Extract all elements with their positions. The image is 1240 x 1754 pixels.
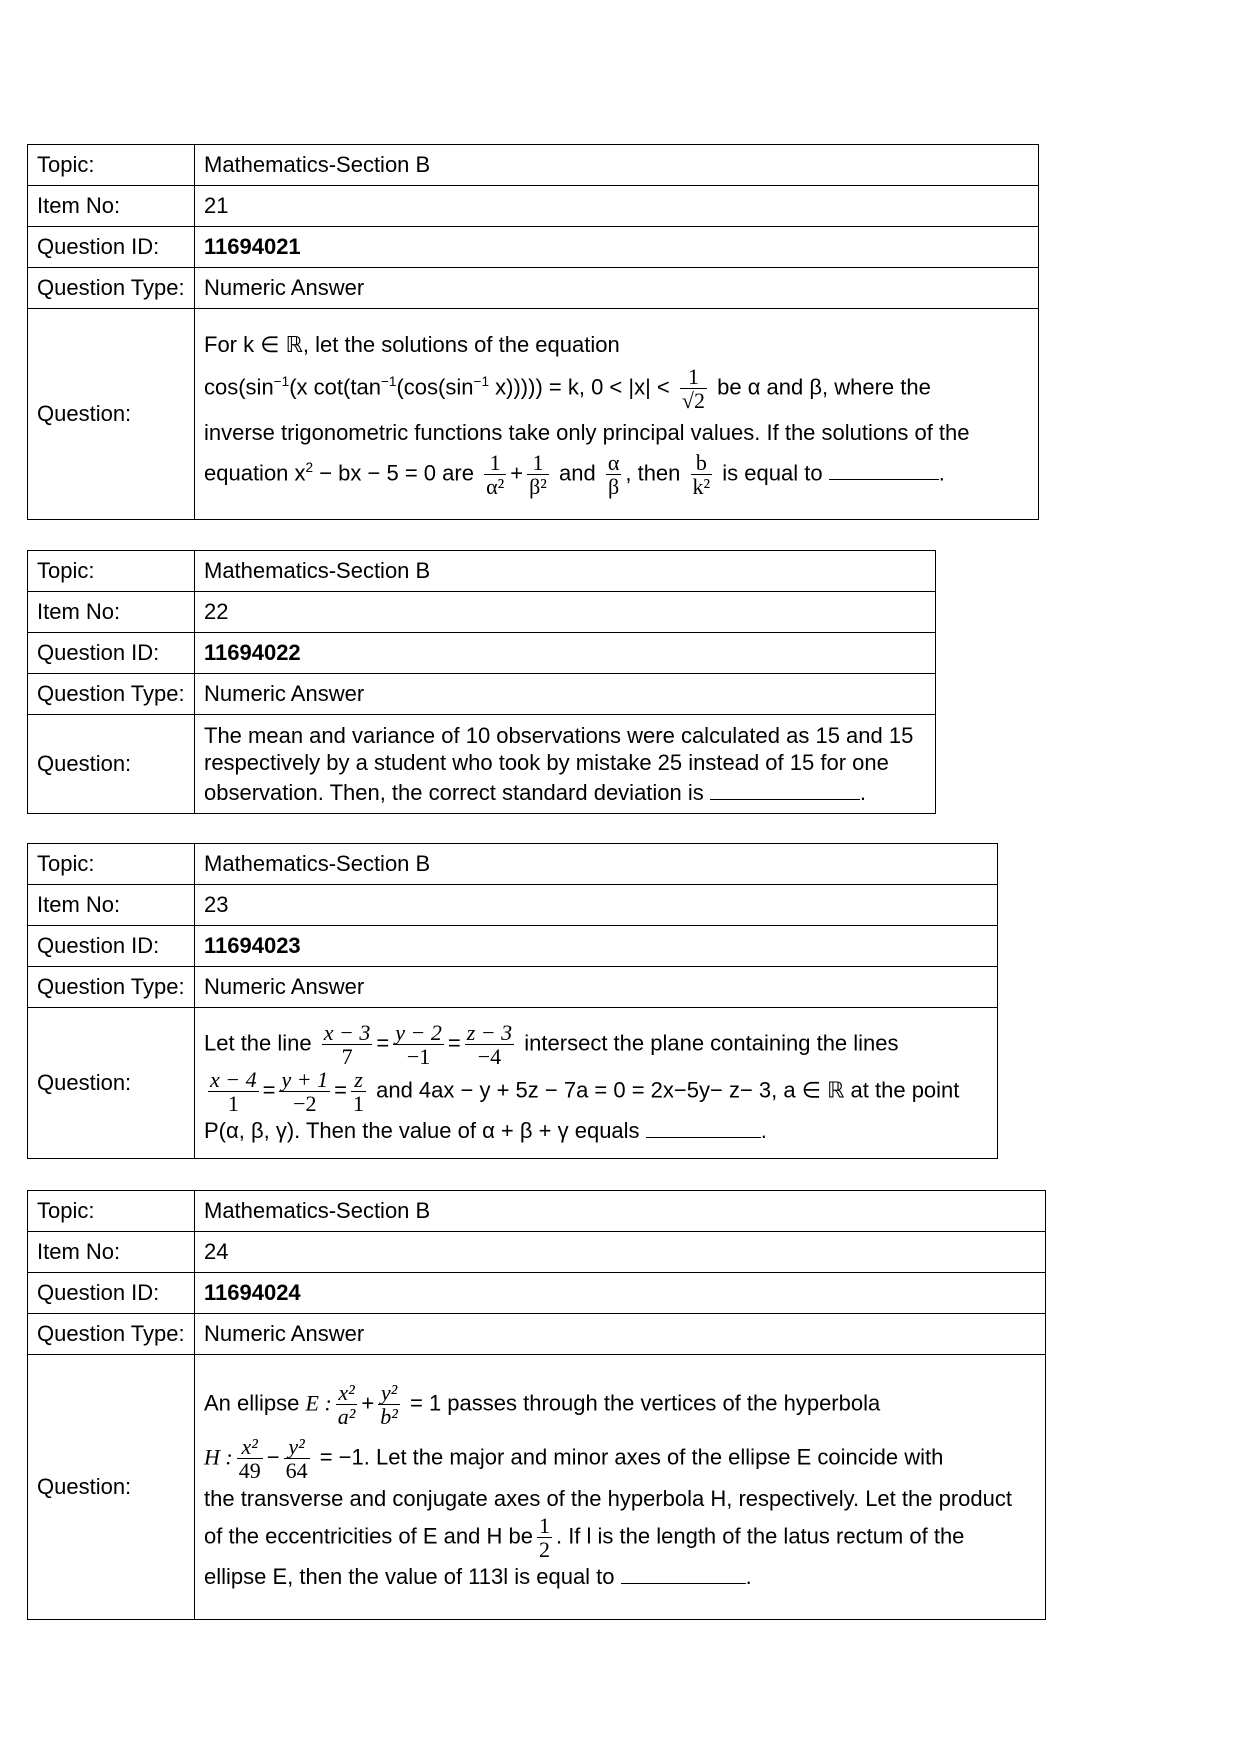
question-text	[195, 1355, 1046, 1620]
fraction	[322, 1021, 373, 1068]
question-id-row	[28, 1273, 1046, 1314]
fraction-den: 2	[538, 1537, 550, 1563]
question-row	[28, 1355, 1046, 1620]
math-text: observation. Then, the correct standard deviation is	[204, 779, 704, 805]
fraction	[680, 365, 707, 412]
item-no-label: Item No:	[28, 1232, 195, 1273]
question-type-value: Numeric Answer	[195, 1314, 1046, 1355]
fraction	[465, 1021, 514, 1068]
math-sup: −1	[473, 373, 490, 389]
question-id-value: 11694023	[195, 926, 998, 967]
question-type-row	[28, 967, 998, 1008]
question-id-value: 11694024	[195, 1273, 1046, 1314]
question-id-label: Question ID:	[28, 926, 195, 967]
question-line: For k ∈ ℝ, let the solutions of the equation	[204, 331, 620, 357]
fraction-num: x − 3	[323, 1020, 371, 1046]
fraction-den: 1	[352, 1091, 364, 1117]
topic-value: Mathematics-Section B	[195, 551, 936, 592]
fraction	[691, 451, 713, 498]
question-type-value: Numeric Answer	[195, 674, 936, 715]
question-label: Question:	[28, 715, 195, 814]
math-text: .	[745, 1564, 752, 1590]
question-row	[28, 309, 1039, 520]
math-op: +	[510, 460, 524, 486]
answer-blank	[621, 1561, 746, 1584]
question-id-row	[28, 633, 936, 674]
math-text: is equal to	[722, 460, 823, 486]
item-no-label: Item No:	[28, 885, 195, 926]
fraction-num: x²	[336, 1381, 358, 1405]
fraction-num: y + 1	[281, 1067, 329, 1093]
question-line: respectively by a student who took by mistake 25 instead of 15 for one	[204, 750, 889, 776]
math-text: and	[558, 460, 596, 486]
fraction-den: k²	[692, 474, 711, 500]
math-text: of the eccentricities of E and H be	[204, 1523, 533, 1549]
topic-label: Topic:	[28, 1191, 195, 1232]
question-id-label: Question ID:	[28, 1273, 195, 1314]
math-text: equation x	[204, 460, 306, 486]
question-id-value: 11694022	[195, 633, 936, 674]
question-line	[204, 1021, 988, 1068]
question-type-label: Question Type:	[28, 674, 195, 715]
topic-label: Topic:	[28, 551, 195, 592]
item-no-row	[28, 885, 998, 926]
question-line	[204, 1435, 1036, 1482]
fraction-den: β	[607, 474, 620, 500]
topic-value: Mathematics-Section B	[195, 145, 1039, 186]
question-line	[204, 365, 1029, 412]
math-text: . If l is the length of the latus rectum of the	[555, 1523, 965, 1549]
question-line	[204, 1115, 988, 1144]
fraction	[237, 1435, 263, 1482]
question-type-label: Question Type:	[28, 268, 195, 309]
fraction-den: a²	[337, 1404, 356, 1430]
fraction	[606, 451, 622, 498]
math-text: − bx − 5 = 0 are	[313, 460, 474, 486]
question-line	[204, 1381, 1036, 1428]
math-text: , then	[625, 460, 681, 486]
question-table-22	[27, 550, 936, 814]
fraction	[279, 1068, 330, 1115]
fraction-num: 1	[527, 451, 549, 475]
question-text	[195, 309, 1039, 520]
question-label: Question:	[28, 1008, 195, 1159]
fraction	[393, 1021, 444, 1068]
fraction-den: 1	[227, 1091, 239, 1117]
topic-label: Topic:	[28, 844, 195, 885]
fraction-num: b	[691, 451, 713, 475]
question-type-label: Question Type:	[28, 967, 195, 1008]
fraction-den: b²	[380, 1404, 398, 1430]
math-sup: 2	[305, 460, 314, 476]
fraction	[378, 1381, 400, 1428]
math-text: = 1 passes through the vertices of the hyperbola	[409, 1390, 881, 1416]
question-type-value: Numeric Answer	[195, 268, 1039, 309]
fraction-den: 7	[341, 1044, 353, 1070]
math-op: +	[361, 1390, 375, 1416]
question-table-23	[27, 843, 998, 1159]
question-id-label: Question ID:	[28, 227, 195, 268]
question-id-row	[28, 926, 998, 967]
fraction-num: z	[351, 1068, 366, 1092]
math-text: cos(sin	[204, 374, 274, 400]
question-label: Question:	[28, 1355, 195, 1620]
item-no-value: 22	[195, 592, 936, 633]
question-id-label: Question ID:	[28, 633, 195, 674]
question-line	[204, 1514, 1036, 1561]
question-line: the transverse and conjugate axes of the hyperbola H, respectively. Let the product	[204, 1485, 1012, 1511]
fraction-den: −2	[293, 1091, 317, 1117]
question-line	[204, 451, 1029, 498]
math-text: be α and β, where the	[717, 374, 931, 400]
math-var: H :	[204, 1443, 233, 1469]
topic-value: Mathematics-Section B	[195, 844, 998, 885]
question-type-value: Numeric Answer	[195, 967, 998, 1008]
fraction-num: x²	[237, 1435, 263, 1459]
question-row	[28, 715, 936, 814]
question-type-row	[28, 674, 936, 715]
item-no-value: 21	[195, 186, 1039, 227]
math-text: intersect the plane containing the lines	[524, 1030, 899, 1056]
math-text: .	[938, 460, 945, 486]
fraction	[208, 1068, 259, 1115]
fraction-den: β²	[529, 474, 547, 500]
fraction-num: y²	[284, 1435, 310, 1459]
topic-row	[28, 844, 998, 885]
item-no-row	[28, 1232, 1046, 1273]
answer-blank	[710, 777, 860, 800]
item-no-label: Item No:	[28, 592, 195, 633]
fraction-den: 64	[285, 1457, 308, 1483]
fraction	[527, 451, 549, 498]
answer-blank	[829, 457, 939, 480]
math-op: −	[266, 1443, 280, 1469]
topic-row	[28, 551, 936, 592]
topic-row	[28, 145, 1039, 186]
math-op: =	[262, 1077, 276, 1103]
question-type-row	[28, 1314, 1046, 1355]
question-id-row	[28, 227, 1039, 268]
question-line	[204, 1561, 1036, 1592]
question-type-label: Question Type:	[28, 1314, 195, 1355]
item-no-row	[28, 186, 1039, 227]
question-row	[28, 1008, 998, 1159]
question-line: inverse trigonometric functions take only principal values. If the solutions of the	[204, 420, 970, 445]
item-no-row	[28, 592, 936, 633]
question-text	[195, 1008, 998, 1159]
math-text: (x cot(tan	[289, 374, 381, 400]
fraction-den: √2	[681, 387, 705, 413]
math-text: and 4ax − y + 5z − 7a = 0 = 2x−5y− z− 3, a ∈ ℝ at the point	[376, 1077, 960, 1103]
fraction	[484, 451, 506, 498]
question-table-24	[27, 1190, 1046, 1620]
fraction-den: −4	[477, 1044, 502, 1070]
topic-label: Topic:	[28, 145, 195, 186]
fraction-den: −1	[406, 1044, 431, 1070]
math-text: .	[859, 779, 867, 805]
math-text: An ellipse	[204, 1390, 300, 1416]
question-line	[204, 777, 926, 806]
math-text: ellipse E, then the value of 113l is equal to	[204, 1564, 615, 1590]
math-sup: −1	[380, 373, 397, 389]
fraction-den: 49	[238, 1457, 261, 1483]
math-text: P(α, β, γ). Then the value of α + β + γ equals	[204, 1118, 640, 1144]
math-sup: −1	[273, 373, 290, 389]
item-no-label: Item No:	[28, 186, 195, 227]
question-line: The mean and variance of 10 observations were calculated as 15 and 15	[204, 723, 914, 749]
fraction	[284, 1435, 310, 1482]
fraction-num: 1	[680, 365, 707, 389]
question-table-21	[27, 144, 1039, 520]
item-no-value: 24	[195, 1232, 1046, 1273]
fraction-num: α	[607, 450, 620, 476]
math-text: x))))) = k, 0 < |x| <	[489, 374, 670, 400]
question-label: Question:	[28, 309, 195, 520]
fraction-num: y²	[378, 1381, 400, 1405]
math-op: =	[334, 1077, 347, 1103]
answer-blank	[646, 1115, 761, 1138]
math-op: =	[376, 1030, 390, 1056]
fraction-num: 1	[538, 1513, 550, 1539]
item-no-value: 23	[195, 885, 998, 926]
topic-row	[28, 1191, 1046, 1232]
question-type-row	[28, 268, 1039, 309]
math-text: Let the line	[204, 1030, 312, 1056]
question-id-value: 11694021	[195, 227, 1039, 268]
topic-value: Mathematics-Section B	[195, 1191, 1046, 1232]
math-op: =	[447, 1030, 461, 1056]
math-text: .	[760, 1118, 767, 1144]
question-text	[195, 715, 936, 814]
math-var: E :	[305, 1390, 332, 1416]
math-text: (cos(sin	[396, 374, 474, 400]
fraction-num: 1	[484, 451, 506, 475]
fraction-num: y − 2	[395, 1020, 442, 1046]
question-line	[204, 1068, 988, 1115]
fraction-num: x − 4	[210, 1067, 257, 1093]
fraction	[537, 1514, 552, 1561]
math-text: = −1. Let the major and minor axes of the ellipse E coincide with	[319, 1443, 944, 1469]
fraction	[351, 1068, 366, 1115]
fraction-num: z − 3	[466, 1020, 513, 1046]
fraction-den: α²	[486, 474, 505, 500]
fraction	[336, 1381, 358, 1428]
